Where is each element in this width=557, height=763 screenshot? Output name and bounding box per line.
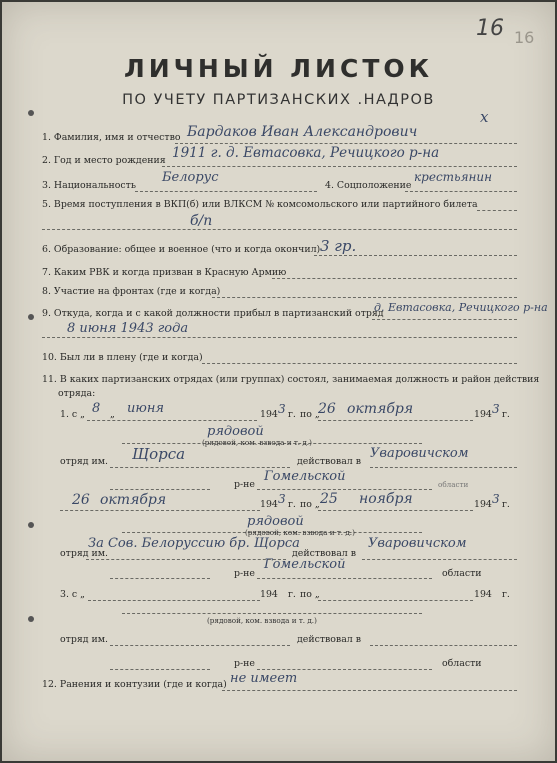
entry-1-year-to: 3 (492, 402, 500, 416)
field-1-label: 1. Фамилия, имя и отчество (42, 132, 181, 143)
entry-2-otryad: За Сов. Белоруссию бр. Щорса (88, 536, 300, 551)
field-11-label: 11. В каких партизанских отрядах (или группах) состоял, занимаемая должность и район действия (42, 374, 540, 385)
entry-2-day-from: 26 (72, 492, 90, 508)
field-5-label: 5. Время поступления в ВКП(б) или ВЛКСМ № комсомольского или партийного билета (42, 199, 478, 210)
field-5-value: б/п (190, 213, 213, 229)
field-2-label: 2. Год и место рождения (42, 155, 166, 166)
entry-1-day-to: 26 (318, 401, 336, 417)
corner-mark: x (480, 108, 489, 126)
field-12-label: 12. Ранения и контузии (где и когда) (42, 679, 227, 690)
entry-1-year-from: 3 (278, 402, 286, 416)
field-12-value: не имеет (230, 671, 298, 686)
field-3-label: 3. Национальность (42, 180, 136, 191)
binder-hole (28, 616, 34, 622)
document-page: 16 16 ЛИЧНЫЙ ЛИСТОК ПО УЧЕТУ ПАРТИЗАНСКИХ .НАДРОВ x 1. Фамилия, имя и отчество Бардаков Иван Александрович 2. Год и место рождения 1911 г. д. Евтасовка, Речицкого р-на 3. Национальность Белорус 4. Соцположение крестьянин 5. Время поступления в ВКП(б) или ВЛКСМ № комсомольского или партийного билета б/п 6. Образование: общее и военное (что и когда окончил) 3 гр. 7. Каким РВК и когда призван в Красную Армию 8. Участие на фронтах (где и когда) 9. Откуда, когда и с какой должности прибыл в партизанский отряд д. Евтасовка, Речицкого р-на 8 июня 1943 года 10. Был ли в плену (где и когда) 11. В каких партизанских отрядах (или группах) состоял, занимаемая должность и район действия отряда: 1. с „ 8 „ июня 194 3 г. по „ 26 октября 194 3 г. рядовой (рядовой, ком. взвода и т. д.) отряд им. Щорса действовал в Уваровичском р-не Гомельской области 26 октября 194 3 г. по „ 25 ноября 194 3 г. рядовой (рядовой, ком. взвода и т. д.) отряд им. За Сов. Белоруссию бр. Щорса действовал в Уваровичском р-не Гомельской области 3. с „ 194 г. по „ 194 г. (рядовой, ком. взвода и т. д.) отряд им. действовал в р-не области 12. Ранения и контузии (где и когда) не имеет (2, 2, 555, 761)
field-7-label: 7. Каким РВК и когда призван в Красную Армию (42, 267, 287, 278)
field-1-value: Бардаков Иван Александрович (187, 124, 418, 140)
field-4-value: крестьянин (414, 170, 493, 184)
entry-2-month-from: октября (100, 492, 167, 508)
entry-1-day-from: 8 (92, 401, 101, 416)
field-3-value: Белорус (162, 170, 219, 185)
field-8-label: 8. Участие на фронтах (где и когда) (42, 286, 221, 297)
field-2-value: 1911 г. д. Евтасовка, Речицкого р-на (172, 145, 440, 161)
page-number: 16 (476, 16, 504, 41)
entry-2-district: Уваровичском (368, 536, 467, 551)
entry-3-from: 3. с „ (60, 589, 86, 600)
entry-2-year-from: 3 (278, 492, 286, 506)
page-number-faint: 16 (514, 28, 535, 47)
field-9-value-1: д. Евтасовка, Речицкого р-на (374, 301, 548, 314)
field-9-value-2: 8 июня 1943 года (67, 321, 189, 336)
entry-2-day-to: 25 (320, 491, 338, 507)
entry-1-district: Уваровичском (370, 446, 469, 461)
entry-1-otryad: Щорса (132, 445, 186, 463)
entry-2-role: рядовой (247, 514, 304, 529)
binder-hole (28, 314, 34, 320)
entry-2-region: Гомельской (264, 557, 346, 572)
field-6-value: 3 гр. (320, 237, 357, 255)
entry-1-region: Гомельской (264, 469, 346, 484)
field-9-label: 9. Откуда, когда и с какой должности прибыл в партизанский отряд (42, 308, 384, 319)
field-10-label: 10. Был ли в плену (где и когда) (42, 352, 203, 363)
entry-1-role: рядовой (207, 424, 264, 439)
binder-hole (28, 110, 34, 116)
binder-hole (28, 522, 34, 528)
field-4-label: 4. Соцположение (325, 180, 412, 191)
entry-2-year-to: 3 (492, 492, 500, 506)
entry-1-month-from: июня (127, 401, 164, 416)
field-11-label-2: отряда: (58, 388, 96, 399)
document-subtitle: ПО УЧЕТУ ПАРТИЗАНСКИХ .НАДРОВ (122, 92, 435, 108)
document-title: ЛИЧНЫЙ ЛИСТОК (123, 54, 434, 83)
field-6-label: 6. Образование: общее и военное (что и когда окончил) (42, 244, 321, 255)
entry-1-month-to: октября (347, 401, 414, 417)
entry-2-month-to: ноября (359, 491, 413, 507)
